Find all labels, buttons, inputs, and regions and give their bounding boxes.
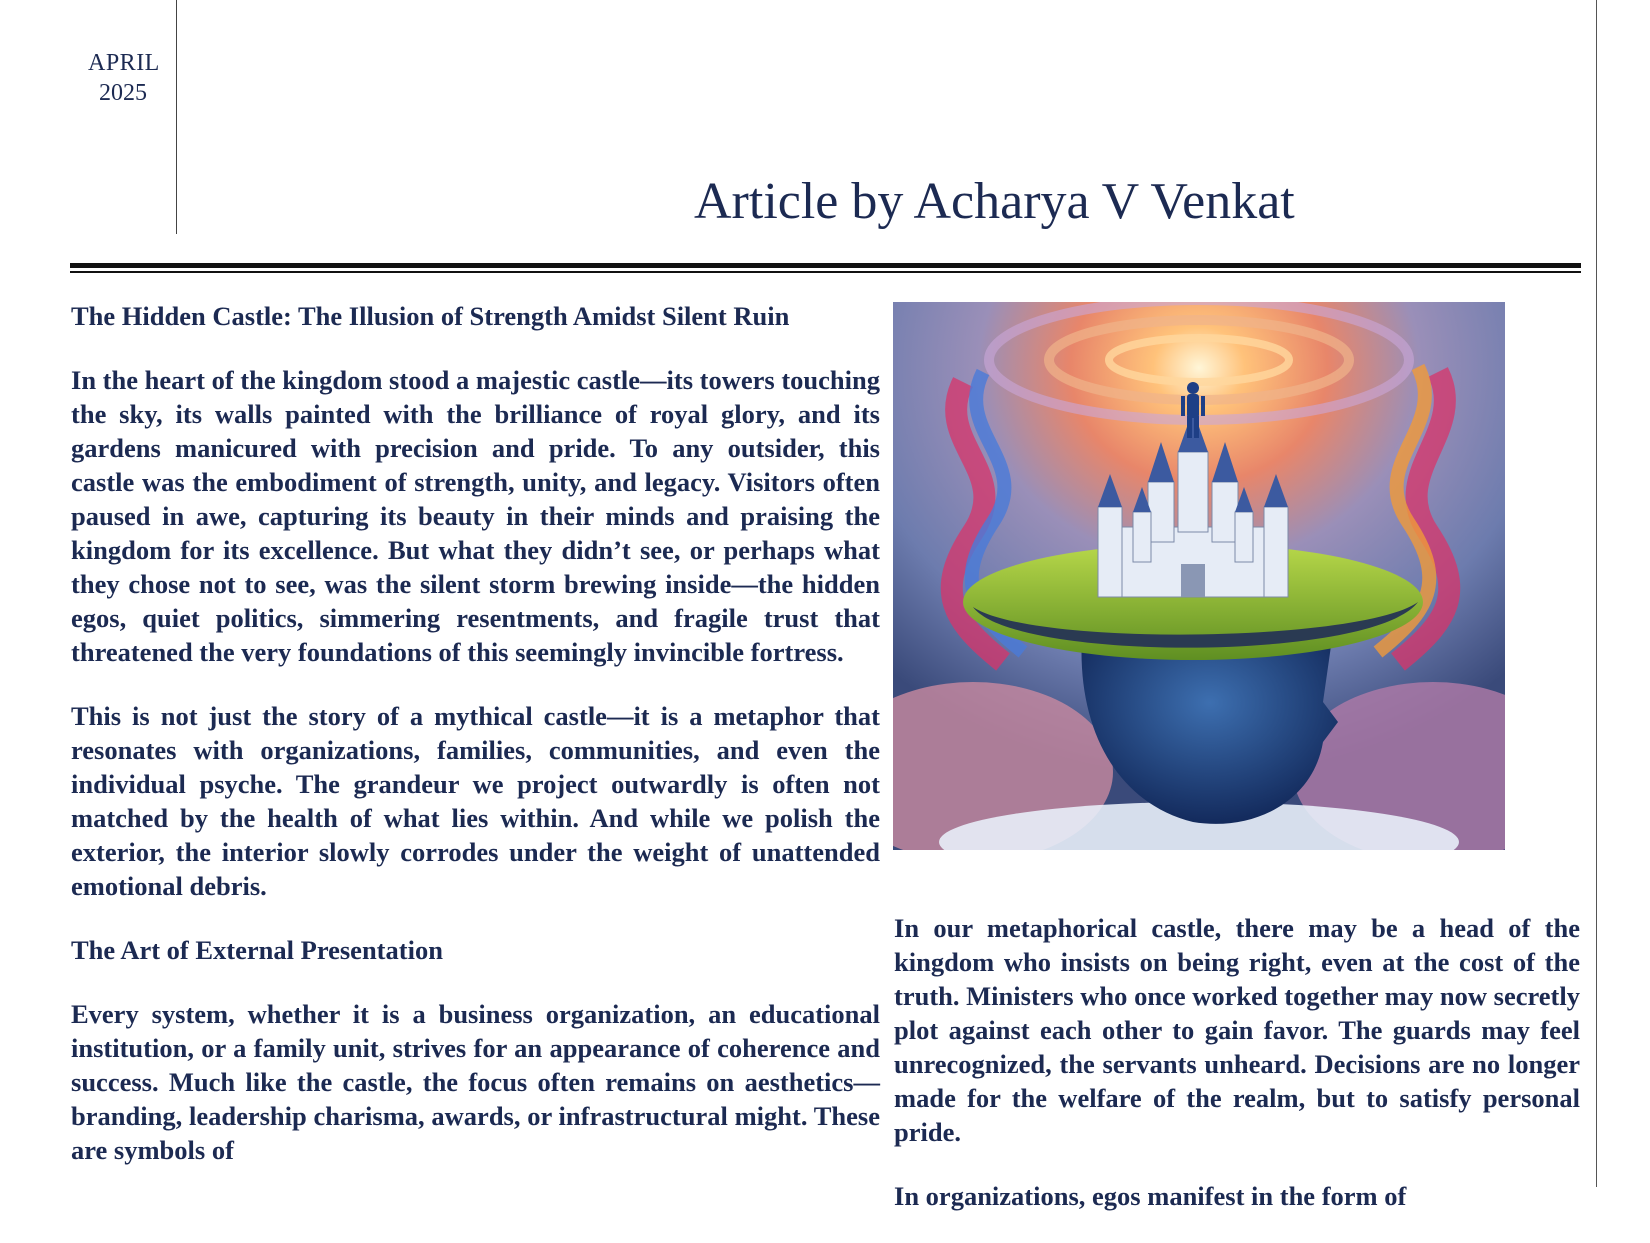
- article-paragraph: This is not just the story of a mythical castle—it is a metaphor that resonates with organizations, families, communities, and even the individual psyche. The grandeur we project outwardly is often not matched by the health of what lies within. And while we polish the exterior, the interior slowly corrodes under the weight of unattended emotional debris.: [71, 701, 880, 901]
- article-paragraph: Every system, whether it is a business organization, an educational institution, or a family unit, strives for an appearance of coherence and success. Much like the castle, the focus often remains on aesthetics—branding, leadership charisma, awards, or infrastructural might. These are symbols of: [71, 999, 880, 1165]
- page-title: Article by Acharya V Venkat: [694, 173, 1295, 230]
- article-subheading: The Art of External Presentation: [71, 935, 443, 965]
- article-paragraph: In the heart of the kingdom stood a majestic castle—its towers touching the sky, its walls painted with the brilliance of royal glory, and its gardens manicured with precision and pride. To any outsider, this castle was the embodiment of strength, unity, and legacy. Visitors often paused in awe, capturing its beauty in their minds and praising the kingdom for its excellence. But what they didn’t see, or perhaps what they chose not to see, was the silent storm brewing inside—the hidden egos, quiet politics, simmering resentments, and fragile trust that threatened the very foundations of this seemingly invincible fortress.: [71, 365, 880, 667]
- header-divider-vertical: [176, 0, 177, 234]
- article-heading: The Hidden Castle: The Illusion of Strength Amidst Silent Ruin: [71, 301, 790, 331]
- issue-year: 2025: [99, 80, 147, 106]
- castle-illustration: [893, 302, 1505, 850]
- header-rule-thick: [70, 263, 1581, 268]
- article-right-column: [894, 911, 1580, 1243]
- header-rule-thin: [70, 271, 1581, 273]
- article-paragraph: In our metaphorical castle, there may be a head of the kingdom who insists on being right, even at the cost of the truth. Ministers who once worked together may now secretly plot against each other to gain favor. The guards may feel unrecognized, the servants unheard. Decisions are no longer made for the welfare of the realm, but to satisfy personal pride.: [894, 913, 1580, 1147]
- issue-month: APRIL: [88, 50, 160, 76]
- page-border-right: [1596, 0, 1597, 1187]
- article-paragraph: In organizations, egos manifest in the form of: [894, 1181, 1407, 1211]
- article-left-column: [71, 299, 880, 1197]
